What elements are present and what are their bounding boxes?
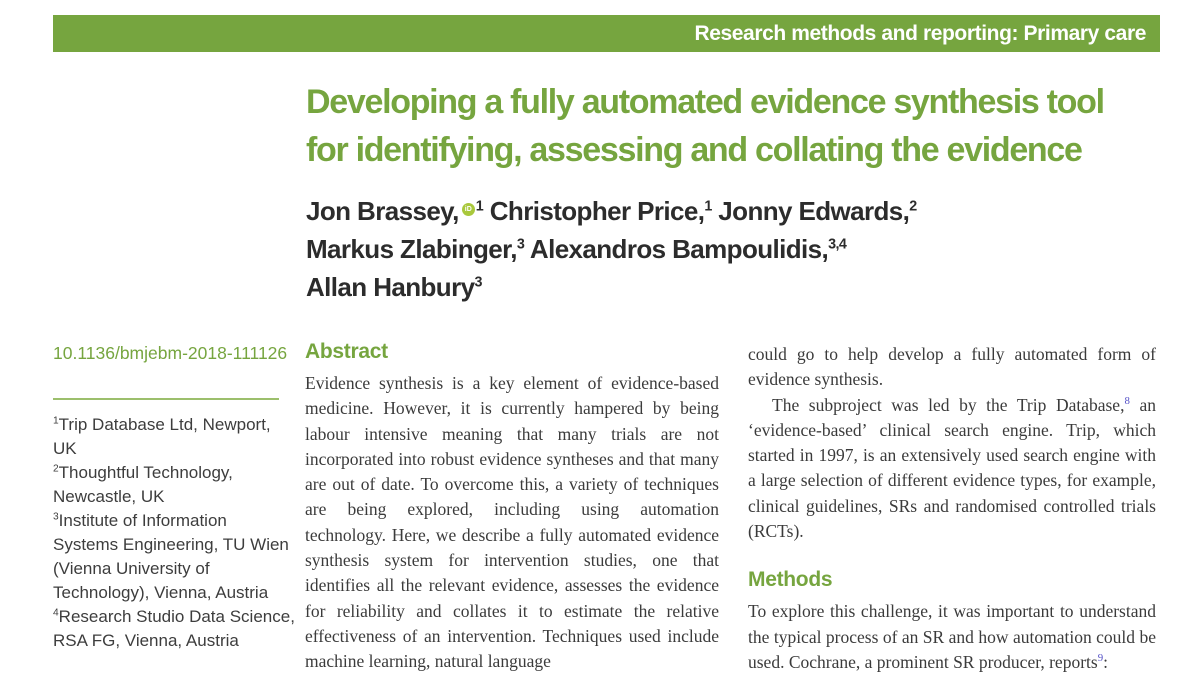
paper-title-line1: Developing a fully automated evidence synthesis tool xyxy=(306,83,1104,121)
reference-link[interactable]: 9 xyxy=(1097,652,1104,665)
author-affiliation-sup: 1 xyxy=(475,198,484,215)
abstract-heading: Abstract xyxy=(305,340,388,363)
doi: 10.1136/bmjebm-2018-111126 xyxy=(53,343,288,363)
sidebar-divider xyxy=(53,398,279,400)
author-affiliation-sup: 3,4 xyxy=(828,236,847,253)
methods-heading: Methods xyxy=(748,568,833,592)
author-line xyxy=(306,268,1066,306)
author-list xyxy=(306,192,1066,306)
author-affiliation-sup: 1 xyxy=(704,198,712,215)
author-name: Alexandros Bampoulidis, xyxy=(524,234,829,264)
kicker-bar xyxy=(53,15,1160,52)
author-affiliation-sup: 3 xyxy=(516,236,525,253)
author-affiliation-sup: 3 xyxy=(474,274,482,291)
reference-link[interactable]: 8 xyxy=(1124,394,1130,407)
kicker-text: Research methods and reporting: Primary care xyxy=(694,21,1146,45)
paper-title-line2: for identifying, assessing and collating the evidence xyxy=(306,131,1082,169)
abstract-text: Evidence synthesis is a key element of evidence-based medicine. However, it is currently hampered by being labour intensive meaning that many trials are not incorporated into robust evidence syntheses and that many are out of date. To overcome this, a variety of techniques are being explored, including using automation technology. Here, we describe a fully automated evidence synthesis system for intervention studies, one that identifies all the relevant evidence, assesses the evidence for reliability and collates it to estimate the relative effectiveness of an intervention. Techniques used include machine learning, natural language xyxy=(305,373,719,672)
author-name: Allan Hanbury xyxy=(306,272,475,302)
sidebar xyxy=(53,341,295,653)
author-affiliation-sup: 2 xyxy=(909,198,917,215)
body-paragraph: To explore this challenge, it was important to understand the typical process of an SR and how automation could be used. Cochrane, a prominent SR producer, reports$^9$: xyxy=(748,601,1156,672)
author-name: Christopher Price, xyxy=(483,196,705,226)
author-name: Markus Zlabinger, xyxy=(306,234,517,264)
orcid-icon[interactable]: iD xyxy=(462,203,475,216)
author-name: Jonny Edwards, xyxy=(711,196,910,226)
affiliation-list xyxy=(53,413,295,653)
paper-title xyxy=(306,78,1186,174)
author-name: Jon Brassey, xyxy=(306,196,459,226)
affiliation: $^1$Trip Database Ltd, Newport, UK xyxy=(53,415,271,458)
main-text-column xyxy=(748,342,1156,675)
author-line xyxy=(306,192,1066,230)
body-paragraph: could go to help develop a fully automated form of evidence synthesis. xyxy=(748,344,1156,390)
abstract-column xyxy=(305,340,719,675)
affiliation: $^4$Research Studio Data Science, RSA FG, Vienna, Austria xyxy=(53,607,295,650)
affiliation: $^2$Thoughtful Technology, Newcastle, UK xyxy=(53,463,233,506)
body-paragraph: The subproject was led by the Trip Database,$^8$ an ‘evidence-based’ clinical search engine. Trip, which started in 1997, is an extensively used search engine with a large selection of different evidence types, for example, clinical guidelines, SRs and randomised controlled trials (RCTs). xyxy=(748,394,1156,542)
affiliation: $^3$Institute of Information Systems Engineering, TU Wien (Vienna University of Technology), Vienna, Austria xyxy=(53,511,289,602)
author-line xyxy=(306,230,1066,268)
